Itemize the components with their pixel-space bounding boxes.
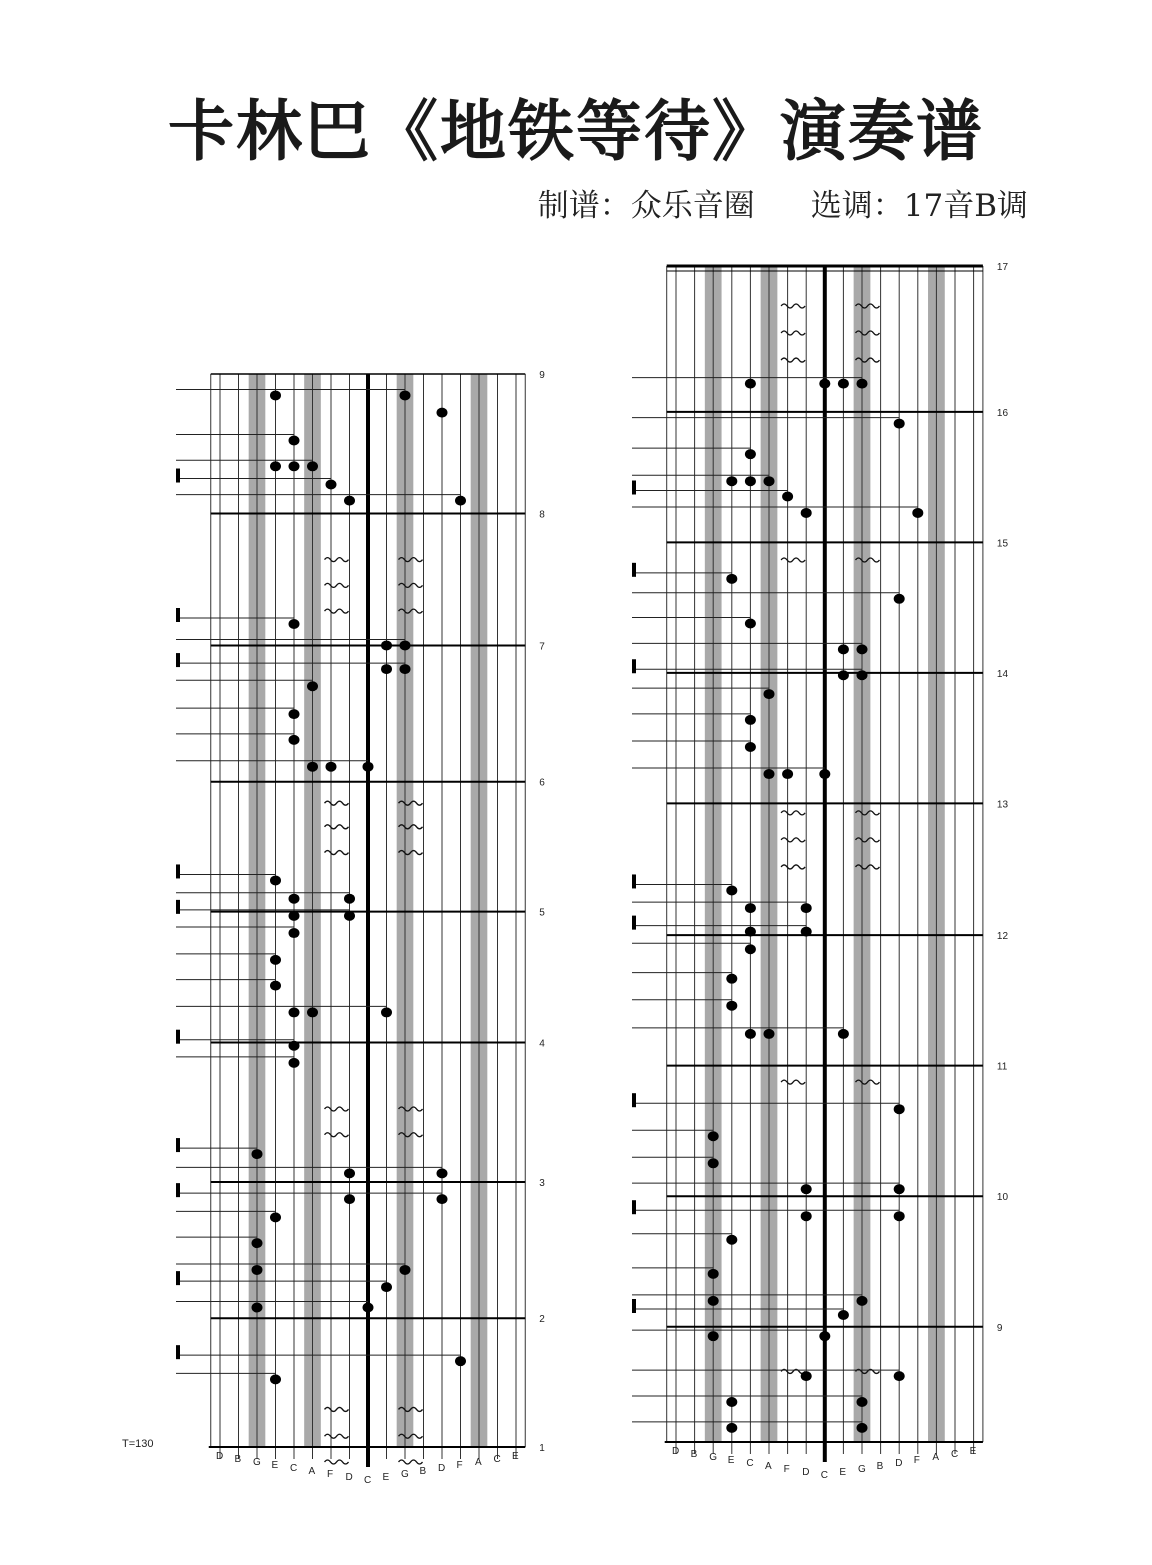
note-head xyxy=(289,1058,300,1068)
tremolo-wave-mark xyxy=(781,811,805,815)
note-head xyxy=(708,1331,719,1341)
note-head xyxy=(307,762,318,772)
note-head xyxy=(801,508,812,518)
note-head xyxy=(326,480,337,490)
tempo-marking: T=130 xyxy=(122,1438,154,1450)
note-head xyxy=(289,436,300,446)
note-head xyxy=(857,1296,868,1306)
measure-number: 4 xyxy=(539,1038,545,1050)
note-head xyxy=(400,640,411,650)
measure-number: 6 xyxy=(539,777,545,789)
note-head xyxy=(270,461,281,471)
tine-label: D xyxy=(802,1467,810,1478)
note-head xyxy=(252,1303,263,1313)
note-head xyxy=(381,1282,392,1292)
note-head xyxy=(894,1211,905,1221)
tine-label: E xyxy=(839,1467,847,1478)
note-head xyxy=(764,689,775,699)
note-head xyxy=(726,1423,737,1433)
measure-number: 2 xyxy=(539,1314,545,1326)
tine-label: D xyxy=(216,1451,224,1462)
note-head xyxy=(745,742,756,752)
note-head xyxy=(894,1104,905,1114)
note-head xyxy=(289,1041,300,1051)
note-head xyxy=(764,769,775,779)
tine-label: C xyxy=(820,1470,829,1481)
note-head xyxy=(894,1371,905,1381)
credits xyxy=(538,180,1028,225)
note-head xyxy=(726,476,737,486)
note-head xyxy=(708,1158,719,1168)
note-head xyxy=(344,894,355,904)
note-head xyxy=(764,1029,775,1039)
note-head xyxy=(745,379,756,389)
tine-label: E xyxy=(271,1460,279,1471)
note-head xyxy=(289,735,300,745)
measure-number: 3 xyxy=(539,1177,545,1189)
note-head xyxy=(726,1235,737,1245)
measure-number: 5 xyxy=(539,907,545,919)
note-head xyxy=(726,885,737,895)
tine-label: D xyxy=(345,1472,353,1483)
note-head xyxy=(344,1194,355,1204)
measure-number: 10 xyxy=(996,1192,1009,1204)
tine-label: A xyxy=(765,1461,772,1472)
measure-number: 15 xyxy=(996,538,1009,550)
page-title: 卡林巴《地铁等待》演奏谱 xyxy=(168,93,984,170)
note-head xyxy=(344,496,355,506)
tine-label: B xyxy=(234,1454,242,1465)
note-head xyxy=(745,449,756,459)
note-head xyxy=(400,1265,411,1275)
note-head xyxy=(455,1356,466,1366)
note-head xyxy=(381,664,392,674)
kalimba-staff-left xyxy=(170,360,550,1500)
tine-label: E xyxy=(727,1455,735,1466)
measure-number: 13 xyxy=(996,799,1009,811)
note-head xyxy=(289,619,300,629)
tine-label: B xyxy=(690,1449,698,1460)
tremolo-wave-mark xyxy=(325,1434,349,1438)
note-head xyxy=(838,670,849,680)
note-head xyxy=(894,1184,905,1194)
tremolo-wave-mark xyxy=(325,558,349,562)
tremolo-wave-mark xyxy=(781,1080,805,1084)
measure-number: 17 xyxy=(996,262,1009,273)
note-head xyxy=(857,644,868,654)
kalimba-staff-right xyxy=(626,258,1026,1500)
measure-number: 9 xyxy=(539,370,545,381)
tine-label: A xyxy=(932,1452,940,1463)
note-head xyxy=(745,927,756,937)
note-head xyxy=(289,894,300,904)
tremolo-wave-mark xyxy=(325,825,349,829)
tine-label: G xyxy=(401,1469,409,1480)
tine-label: F xyxy=(327,1469,334,1480)
measure-number: 7 xyxy=(539,641,545,653)
tine-label: B xyxy=(419,1466,427,1477)
tremolo-wave-mark xyxy=(325,1460,349,1464)
note-head xyxy=(838,644,849,654)
note-head xyxy=(270,390,281,400)
note-head xyxy=(838,379,849,389)
note-head xyxy=(857,1423,868,1433)
note-head xyxy=(745,476,756,486)
note-head xyxy=(726,974,737,984)
note-head xyxy=(912,508,923,518)
note-head xyxy=(381,640,392,650)
tine-label: A xyxy=(475,1457,482,1468)
tine-label: A xyxy=(308,1466,316,1477)
measure-number: 8 xyxy=(539,509,545,521)
note-head xyxy=(289,461,300,471)
note-head xyxy=(381,1007,392,1017)
note-head xyxy=(819,379,830,389)
note-head xyxy=(307,1007,318,1017)
tremolo-wave-mark xyxy=(325,1133,349,1137)
tremolo-wave-mark xyxy=(781,558,805,562)
note-head xyxy=(326,762,337,772)
tine-label: G xyxy=(253,1457,261,1468)
note-head xyxy=(363,762,374,772)
tremolo-wave-mark xyxy=(781,304,805,308)
tremolo-wave-mark xyxy=(781,331,805,335)
tine-label: C xyxy=(951,1449,959,1460)
tine-label: G xyxy=(709,1452,717,1463)
note-head xyxy=(344,911,355,921)
key-credit: 选调：17音B调 xyxy=(810,188,1028,224)
note-head xyxy=(745,903,756,913)
note-head xyxy=(745,619,756,629)
note-head xyxy=(708,1131,719,1141)
note-head xyxy=(708,1296,719,1306)
note-head xyxy=(400,664,411,674)
tremolo-wave-mark xyxy=(399,1460,423,1464)
tine-label: D xyxy=(672,1446,680,1457)
measure-number: 14 xyxy=(996,668,1009,680)
note-head xyxy=(307,461,318,471)
measure-number: 11 xyxy=(996,1061,1008,1073)
note-head xyxy=(344,1168,355,1178)
note-head xyxy=(894,594,905,604)
note-head xyxy=(801,927,812,937)
note-head xyxy=(437,1168,448,1178)
note-head xyxy=(289,1007,300,1017)
note-head xyxy=(363,1303,374,1313)
note-head xyxy=(289,709,300,719)
note-head xyxy=(252,1265,263,1275)
tremolo-wave-mark xyxy=(781,865,805,869)
note-head xyxy=(437,1194,448,1204)
measure-number: 9 xyxy=(996,1322,1003,1334)
note-head xyxy=(838,1310,849,1320)
note-head xyxy=(857,1397,868,1407)
note-head xyxy=(289,911,300,921)
note-head xyxy=(455,496,466,506)
tine-label: B xyxy=(876,1461,884,1472)
measure-number: 12 xyxy=(996,931,1009,943)
note-head xyxy=(894,419,905,429)
note-head xyxy=(270,1374,281,1384)
tremolo-wave-mark xyxy=(325,609,349,613)
note-head xyxy=(745,715,756,725)
note-head xyxy=(801,1371,812,1381)
note-head xyxy=(857,379,868,389)
note-head xyxy=(838,1029,849,1039)
tine-label: F xyxy=(456,1460,463,1471)
tremolo-wave-mark xyxy=(325,851,349,855)
tremolo-wave-mark xyxy=(325,1107,349,1111)
tremolo-wave-mark xyxy=(781,838,805,842)
tremolo-wave-mark xyxy=(325,801,349,805)
note-head xyxy=(726,1001,737,1011)
note-head xyxy=(819,769,830,779)
tremolo-wave-mark xyxy=(781,358,805,362)
note-head xyxy=(252,1149,263,1159)
tine-label: C xyxy=(493,1454,501,1465)
note-head xyxy=(819,1331,830,1341)
note-head xyxy=(270,875,281,885)
tine-label: E xyxy=(512,1451,519,1462)
note-head xyxy=(726,574,737,584)
tine-label: D xyxy=(895,1458,903,1469)
note-head xyxy=(289,928,300,938)
note-head xyxy=(801,1211,812,1221)
tine-label: C xyxy=(290,1463,298,1474)
note-head xyxy=(745,1029,756,1039)
note-head xyxy=(726,1397,737,1407)
note-head xyxy=(708,1269,719,1279)
note-head xyxy=(857,670,868,680)
tine-label: D xyxy=(438,1463,446,1474)
note-head xyxy=(252,1238,263,1248)
tine-label: C xyxy=(364,1475,372,1486)
note-head xyxy=(801,903,812,913)
tine-label: C xyxy=(746,1458,754,1469)
note-head xyxy=(782,491,793,501)
arranger-credit: 制谱：众乐音圈 xyxy=(537,188,755,224)
tine-label: F xyxy=(913,1455,920,1466)
tremolo-wave-mark xyxy=(325,1407,349,1411)
tine-label: E xyxy=(382,1472,390,1483)
note-head xyxy=(801,1184,812,1194)
note-head xyxy=(400,390,411,400)
note-head xyxy=(270,1212,281,1222)
note-head xyxy=(270,955,281,965)
tremolo-wave-mark xyxy=(325,583,349,587)
note-head xyxy=(764,476,775,486)
tine-label: E xyxy=(969,1446,977,1457)
note-head xyxy=(437,408,448,418)
measure-number: 16 xyxy=(996,407,1009,419)
note-head xyxy=(782,769,793,779)
note-head xyxy=(307,681,318,691)
note-head xyxy=(270,981,281,991)
tine-label: F xyxy=(783,1464,790,1475)
tine-label: G xyxy=(858,1464,866,1475)
note-head xyxy=(745,944,756,954)
measure-number: 1 xyxy=(539,1443,545,1454)
